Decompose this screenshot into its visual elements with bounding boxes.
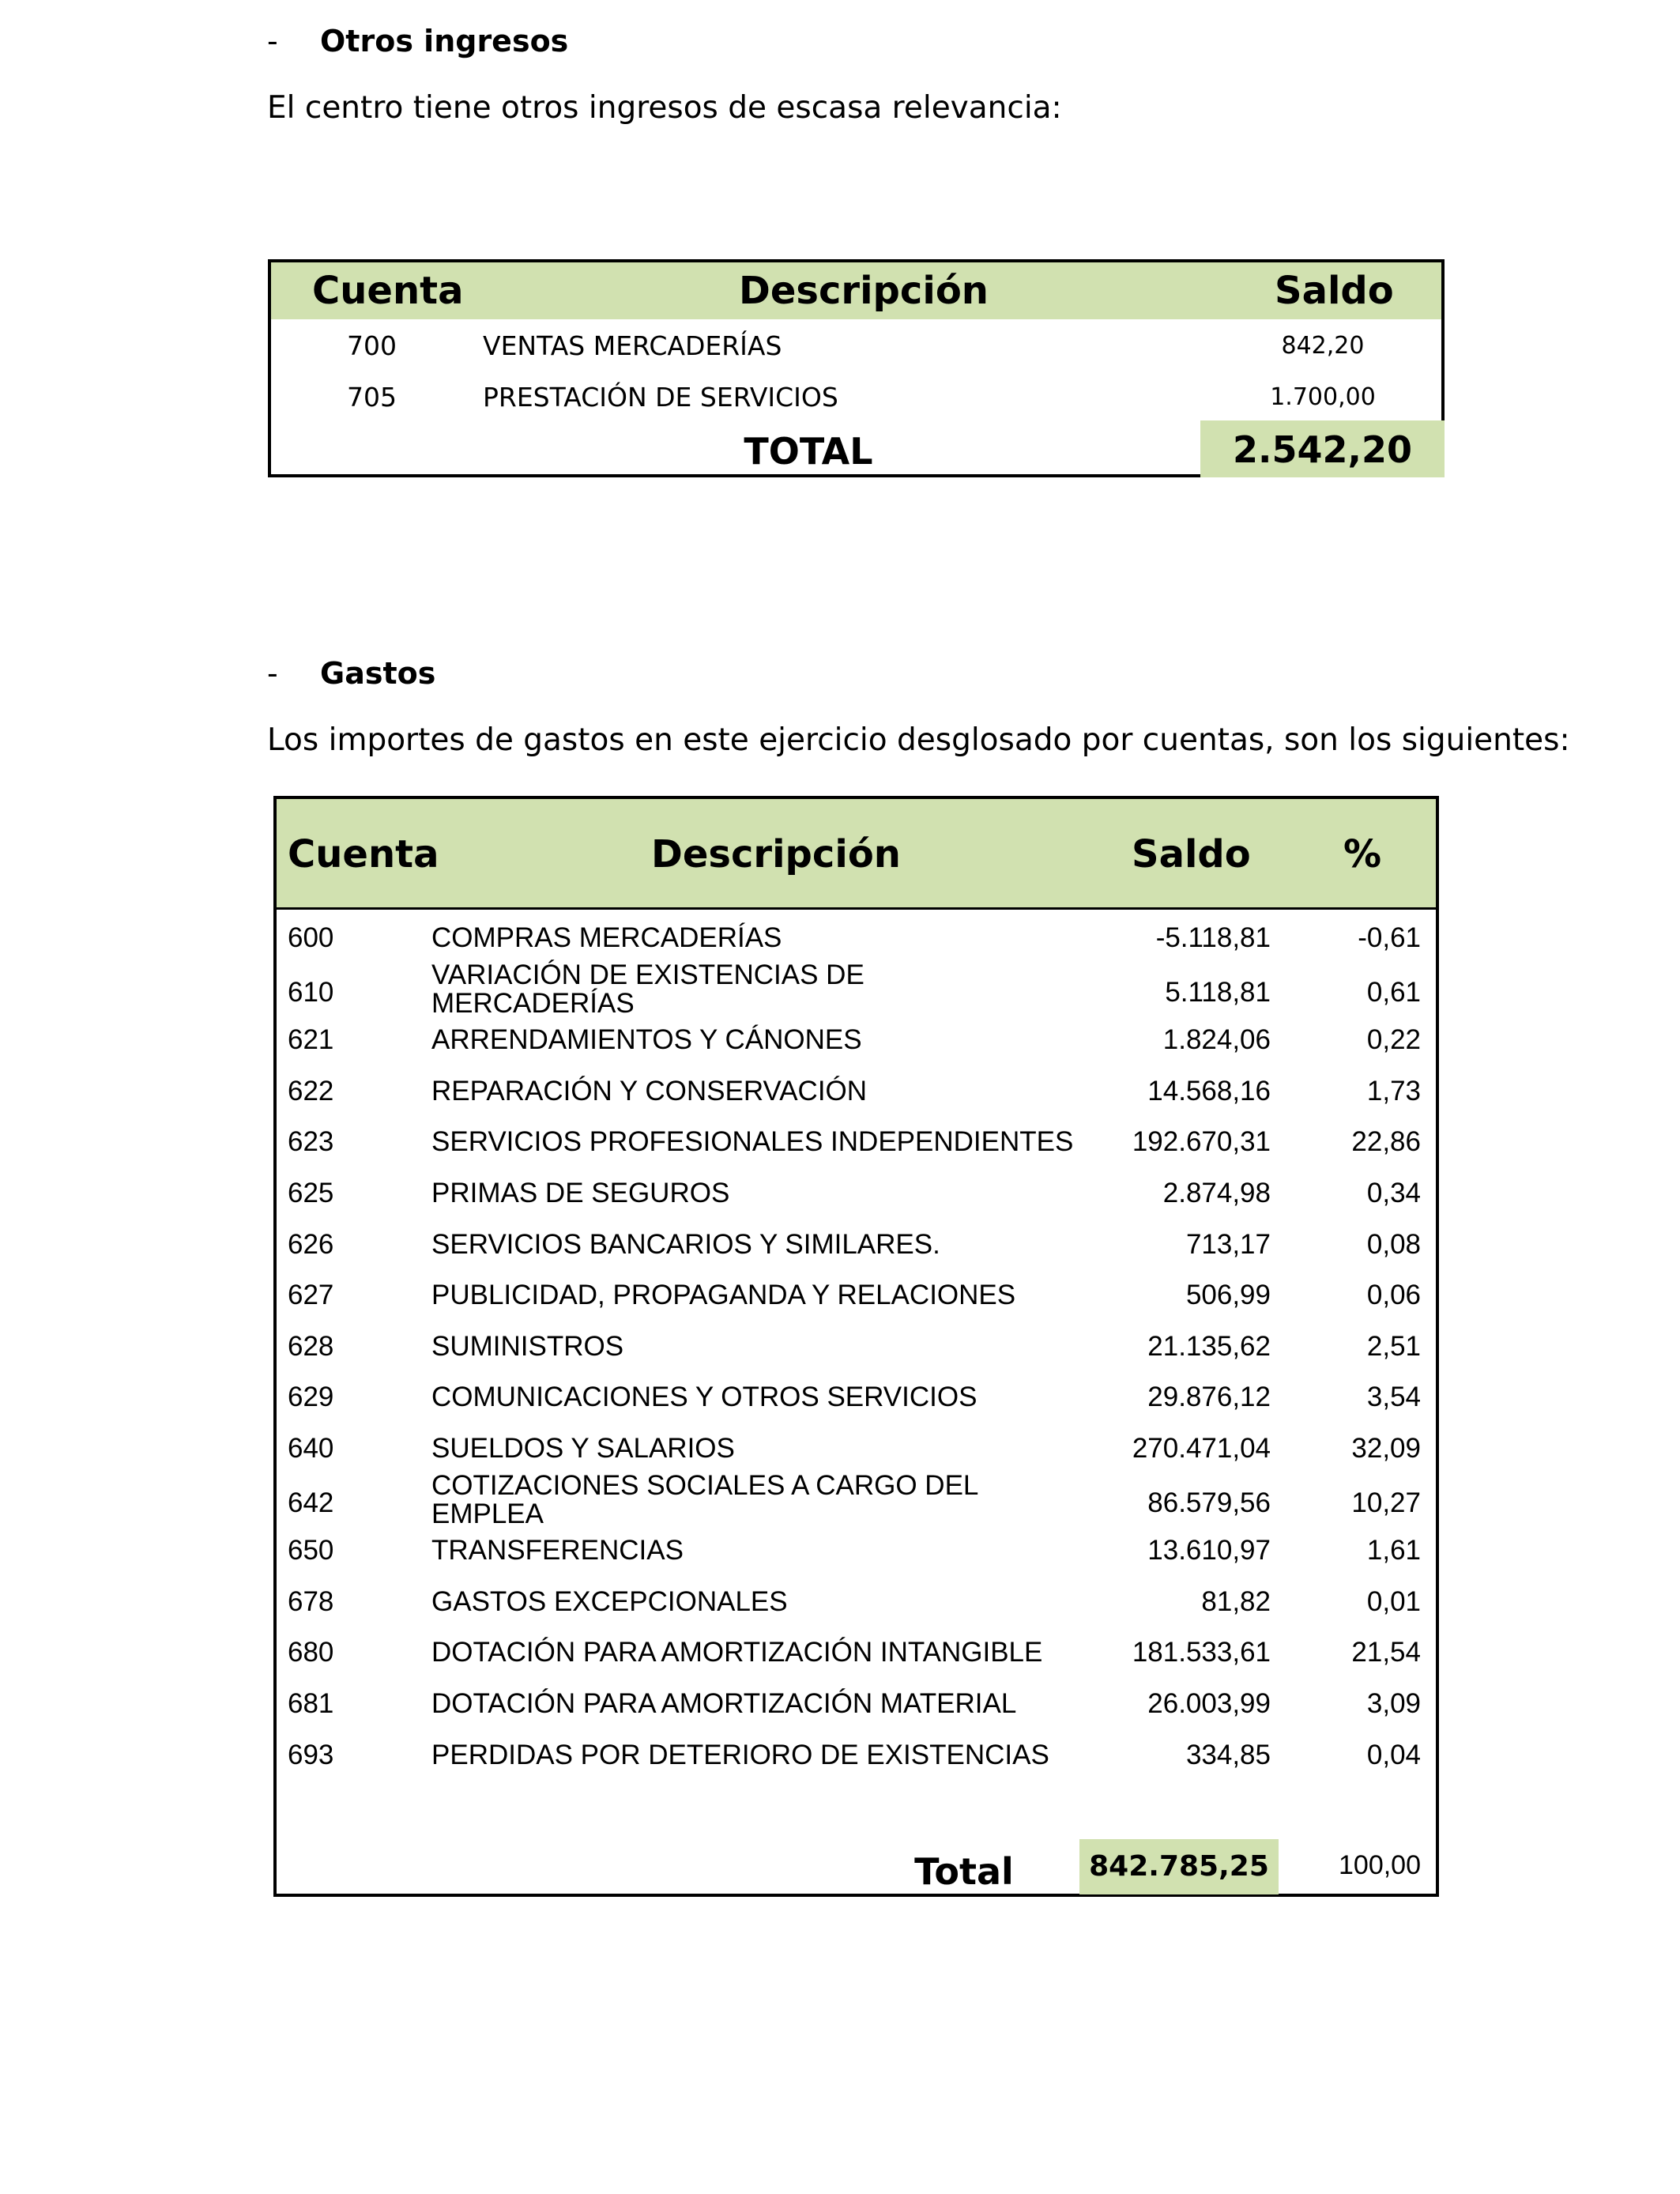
table-row [277,1125,1436,1175]
cell-saldo: 13.610,97 [1147,1535,1271,1566]
cell-saldo: 334,85 [1185,1740,1271,1770]
section-paragraph: Los importes de gastos en este ejercicio desglosado por cuentas, son los siguientes: [267,722,1570,758]
table-row [277,1738,1436,1789]
header-pct: % [1343,832,1382,876]
header-descripcion: Descripción [651,832,901,876]
cell-descripcion: SUELDOS Y SALARIOS [431,1433,735,1464]
cell-descripcion: VENTAS MERCADERÍAS [483,330,782,361]
cell-pct: 21,54 [1351,1637,1421,1668]
bullet-dash: - [267,656,278,691]
table-row [271,322,1441,373]
cell-cuenta: 700 [347,330,397,361]
table-row [277,1023,1436,1073]
cell-pct: 0,61 [1366,977,1421,1008]
section-heading-gastos: Gastos [320,656,436,691]
cell-cuenta: 680 [288,1637,334,1668]
cell-cuenta: 625 [288,1178,334,1208]
table-header [277,799,1436,910]
cell-cuenta: 600 [288,922,334,953]
cell-cuenta: 610 [288,977,334,1008]
cell-descripcion: TRANSFERENCIAS [431,1535,684,1566]
cell-saldo: 713,17 [1185,1229,1271,1260]
cell-descripcion: VARIACIÓN DE EXISTENCIAS DE MERCADERÍAS [431,959,864,1019]
cell-saldo: 181.533,61 [1132,1637,1271,1668]
cell-pct: 1,73 [1366,1076,1421,1106]
cell-saldo: 5.118,81 [1165,977,1271,1008]
table-row [277,959,1436,1023]
cell-descripcion: COMUNICACIONES Y OTROS SERVICIOS [431,1382,977,1412]
cell-descripcion: PRESTACIÓN DE SERVICIOS [483,382,838,413]
table-row [277,1635,1436,1686]
cell-saldo: 86.579,56 [1147,1487,1271,1518]
total-value: 842.785,25 [1089,1850,1269,1883]
table-row [277,1176,1436,1227]
cell-descripcion: GASTOS EXCEPCIONALES [431,1586,788,1617]
header-descripcion: Descripción [739,269,989,313]
cell-descripcion: DOTACIÓN PARA AMORTIZACIÓN INTANGIBLE [431,1637,1043,1668]
otros-ingresos-table [268,259,1445,477]
table-row [271,374,1441,424]
cell-cuenta: 626 [288,1229,334,1260]
cell-saldo: 14.568,16 [1147,1076,1271,1106]
header-saldo: Saldo [1132,832,1251,876]
cell-saldo: -5.118,81 [1155,922,1271,953]
cell-cuenta: 640 [288,1433,334,1464]
cell-cuenta: 621 [288,1024,334,1055]
cell-descripcion: COMPRAS MERCADERÍAS [431,922,782,953]
cell-descripcion: DOTACIÓN PARA AMORTIZACIÓN MATERIAL [431,1688,1017,1719]
header-saldo: Saldo [1275,269,1394,313]
cell-pct: 22,86 [1351,1126,1421,1157]
cell-pct: 0,04 [1366,1740,1421,1770]
bullet-dash: - [267,24,278,58]
cell-descripcion: PRIMAS DE SEGUROS [431,1178,730,1208]
total-value: 2.542,20 [1233,428,1412,471]
cell-pct: 0,06 [1366,1280,1421,1310]
cell-pct: 32,09 [1351,1433,1421,1464]
cell-saldo: 192.670,31 [1132,1126,1271,1157]
cell-saldo: 29.876,12 [1147,1382,1271,1412]
table-row [277,1227,1436,1278]
cell-descripcion: ARRENDAMIENTOS Y CÁNONES [431,1024,862,1055]
table-row [277,1380,1436,1431]
cell-descripcion: COTIZACIONES SOCIALES A CARGO DEL EMPLEA [431,1470,978,1529]
header-cuenta: Cuenta [288,832,439,876]
cell-saldo: 26.003,99 [1147,1688,1271,1719]
cell-pct: 10,27 [1351,1487,1421,1518]
table-row [277,1687,1436,1737]
total-label: TOTAL [744,430,873,473]
cell-descripcion: REPARACIÓN Y CONSERVACIÓN [431,1076,868,1106]
cell-pct: 3,54 [1366,1382,1421,1412]
section-heading-otros-ingresos: Otros ingresos [320,24,569,58]
cell-descripcion: SUMINISTROS [431,1331,624,1362]
cell-pct: -0,61 [1358,922,1421,953]
table-row [277,1533,1436,1584]
cell-pct: 0,01 [1366,1586,1421,1617]
total-label: Total [914,1850,1014,1893]
cell-cuenta: 622 [288,1076,334,1106]
total-pct: 100,00 [1339,1850,1421,1880]
cell-saldo: 270.471,04 [1132,1433,1271,1464]
table-header [271,262,1441,319]
cell-cuenta: 705 [347,382,397,413]
cell-pct: 0,22 [1366,1024,1421,1055]
cell-cuenta: 628 [288,1331,334,1362]
cell-pct: 0,34 [1366,1178,1421,1208]
cell-saldo: 2.874,98 [1162,1178,1271,1208]
cell-cuenta: 681 [288,1688,334,1719]
cell-pct: 1,61 [1366,1535,1421,1566]
table-row [277,1074,1436,1125]
cell-pct: 3,09 [1366,1688,1421,1719]
total-value-cell [1200,420,1445,477]
cell-saldo: 842,20 [1281,332,1365,360]
cell-descripcion: PERDIDAS POR DETERIORO DE EXISTENCIAS [431,1740,1049,1770]
header-cuenta: Cuenta [312,269,464,313]
cell-cuenta: 627 [288,1280,334,1310]
cell-descripcion: SERVICIOS PROFESIONALES INDEPENDIENTES [431,1126,1074,1157]
cell-cuenta: 650 [288,1535,334,1566]
section-paragraph: El centro tiene otros ingresos de escasa relevancia: [267,90,1062,126]
table-row [277,1278,1436,1329]
cell-saldo: 506,99 [1185,1280,1271,1310]
cell-pct: 2,51 [1366,1331,1421,1362]
cell-cuenta: 623 [288,1126,334,1157]
table-row [277,1470,1436,1533]
cell-saldo: 1.824,06 [1162,1024,1271,1055]
cell-pct: 0,08 [1366,1229,1421,1260]
cell-cuenta: 642 [288,1487,334,1518]
cell-cuenta: 693 [288,1740,334,1770]
cell-cuenta: 678 [288,1586,334,1617]
gastos-table [273,796,1439,1897]
cell-descripcion: SERVICIOS BANCARIOS Y SIMILARES. [431,1229,940,1260]
cell-descripcion: PUBLICIDAD, PROPAGANDA Y RELACIONES [431,1280,1016,1310]
cell-saldo: 21.135,62 [1147,1331,1271,1362]
cell-cuenta: 629 [288,1382,334,1412]
cell-saldo: 1.700,00 [1270,383,1376,411]
table-row [277,1585,1436,1635]
cell-saldo: 81,82 [1201,1586,1271,1617]
table-row [277,1329,1436,1380]
